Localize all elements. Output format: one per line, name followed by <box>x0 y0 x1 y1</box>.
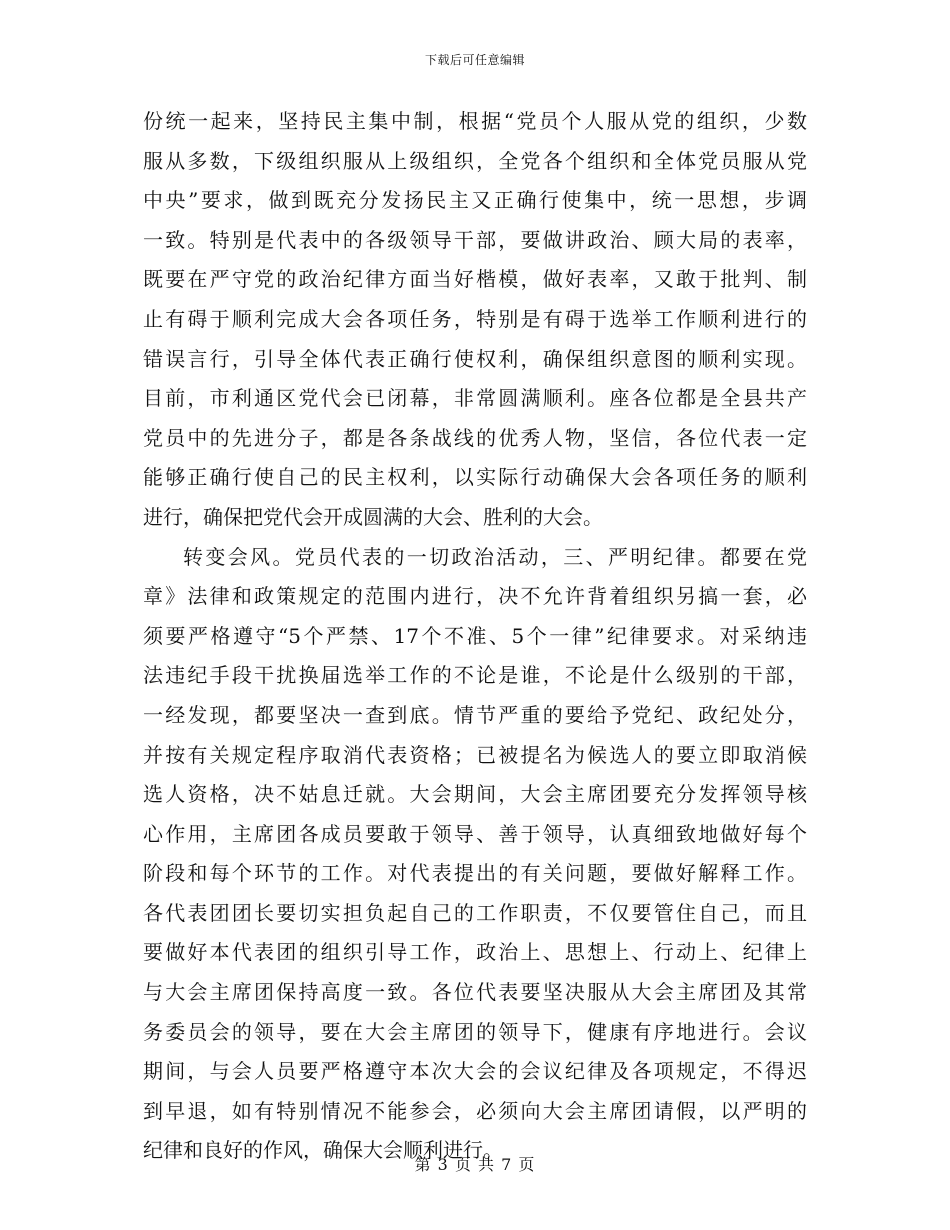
text-line: 中央”要求，做到既充分发扬民主又正确行使集中，统一思想，步调 <box>143 188 807 213</box>
text-line: 与大会主席团保持高度一致。各位代表要坚决服从大会主席团及其常 <box>143 980 807 1005</box>
text-line: 止有碍于顺利完成大会各项任务，特别是有碍于选举工作顺利进行的 <box>143 306 807 331</box>
text-line: 进行，确保把党代会开成圆满的大会、胜利的大会。 <box>143 504 603 529</box>
text-line: 各代表团团长要切实担负起自己的工作职责，不仅要管住自己，而且 <box>143 900 807 925</box>
text-line: 心作用，主席团各成员要敢于领导、善于领导，认真细致地做好每个 <box>143 821 807 846</box>
text-line: 转变会风。党员代表的一切政治活动，三、严明纪律。都要在党 <box>183 544 807 569</box>
text-line: 须要严格遵守“5个严禁、17个不准、5个一律”纪律要求。对采纳违 <box>143 623 807 648</box>
text-line: 一经发现，都要坚决一查到底。情节严重的要给予党纪、政纪处分， <box>143 702 807 727</box>
text-line: 一致。特别是代表中的各级领导干部，要做讲政治、顾大局的表率， <box>143 227 807 252</box>
text-line: 要做好本代表团的组织引导工作，政治上、思想上、行动上、纪律上 <box>143 940 807 965</box>
text-line: 纪律和良好的作风，确保大会顺利进行。 <box>143 1138 503 1163</box>
text-line: 错误言行，引导全体代表正确行使权利，确保组织意图的顺利实现。 <box>143 346 807 371</box>
text-line: 既要在严守党的政治纪律方面当好楷模，做好表率，又敢于批判、制 <box>143 267 807 292</box>
text-line: 服从多数，下级组织服从上级组织，全党各个组织和全体党员服从党 <box>143 148 807 173</box>
text-line: 份统一起来，坚持民主集中制，根据“党员个人服从党的组织，少数 <box>143 109 807 133</box>
text-line: 阶段和每个环节的工作。对代表提出的有关问题，要做好解释工作。 <box>143 861 807 886</box>
text-line: 目前，市利通区党代会已闭幕，非常圆满顺利。座各位都是全县共产 <box>143 386 807 411</box>
page-number: 第 3 页 共 7 页 <box>414 1155 536 1174</box>
text-line: 到早退，如有特别情况不能参会，必须向大会主席团请假，以严明的 <box>143 1098 807 1123</box>
text-line: 选人资格，决不姑息迁就。大会期间，大会主席团要充分发挥领导核 <box>143 782 807 807</box>
document-body <box>143 102 807 1171</box>
text-line: 法违纪手段干扰换届选举工作的不论是谁，不论是什么级别的干部， <box>143 663 807 688</box>
text-line: 期间，与会人员要严格遵守本次大会的会议纪律及各项规定，不得迟 <box>143 1059 807 1084</box>
text-line: 并按有关规定程序取消代表资格；已被提名为候选人的要立即取消候 <box>143 742 807 767</box>
text-line: 务委员会的领导，要在大会主席团的领导下，健康有序地进行。会议 <box>143 1019 807 1044</box>
text-line: 党员中的先进分子，都是各条战线的优秀人物，坚信，各位代表一定 <box>143 425 807 450</box>
paragraph-2 <box>143 538 807 1172</box>
text-line: 章》法律和政策规定的范围内进行，决不允许背着组织另搞一套，必 <box>143 584 807 609</box>
text-line: 能够正确行使自己的民主权利，以实际行动确保大会各项任务的顺利 <box>143 465 807 490</box>
paragraph-1 <box>143 102 807 538</box>
page-header: 下载后可任意编辑 <box>424 53 525 67</box>
